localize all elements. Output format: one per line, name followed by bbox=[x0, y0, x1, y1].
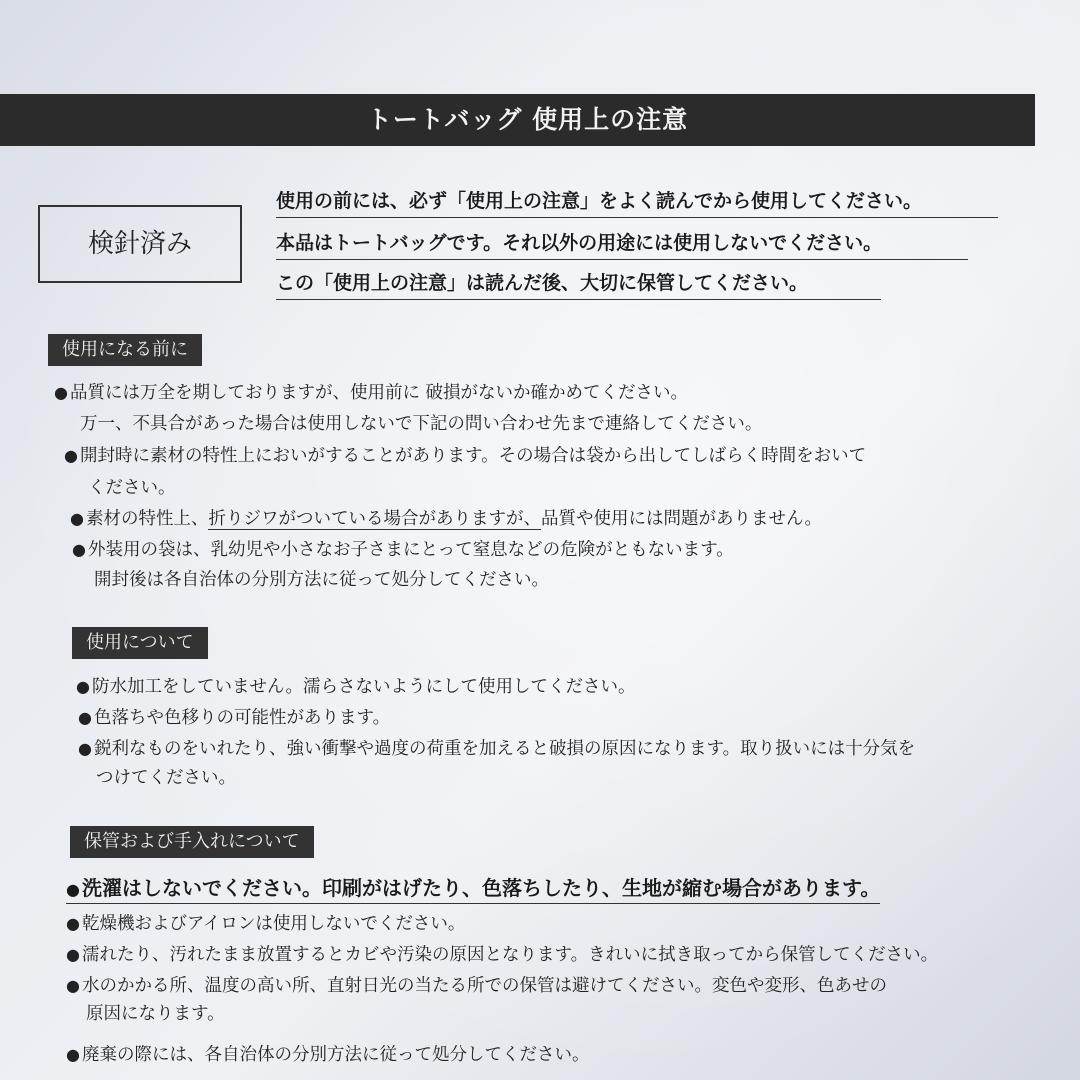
list-item-emphasis: ● 洗濯はしないでください。印刷がはげたり、色落ちしたり、生地が縮む場合があります。 bbox=[66, 872, 880, 904]
bullet-icon: ● bbox=[78, 739, 92, 758]
bullet-icon: ● bbox=[66, 1045, 80, 1064]
page-title: トートバッグ 使用上の注意 bbox=[0, 94, 1035, 146]
list-item: ● 開封時に素材の特性上においがすることがあります。その場合は袋から出してしばらく時間をおいて bbox=[64, 446, 867, 466]
list-item: ● 乾燥機およびアイロンは使用しないでください。 bbox=[66, 914, 466, 934]
list-item: ● 色落ちや色移りの可能性があります。 bbox=[78, 708, 391, 728]
list-item: ● 廃棄の際には、各自治体の分別方法に従って処分してください。 bbox=[66, 1045, 590, 1065]
section-heading-before-use: 使用になる前に bbox=[48, 334, 202, 366]
section-heading-storage-care: 保管および手入れについて bbox=[70, 826, 314, 858]
list-item: ● 水のかかる所、温度の高い所、直射日光の当たる所での保管は避けてください。変色や変形、色あせの bbox=[66, 976, 887, 996]
list-item: ● 防水加工をしていません。濡らさないようにして使用してください。 bbox=[76, 677, 636, 697]
list-item-continuation: 万一、不具合があった場合は使用しないで下記の問い合わせ先まで連絡してください。 bbox=[80, 414, 763, 434]
notice-line: 使用の前には、必ず「使用上の注意」をよく読んでから使用してください。 bbox=[276, 186, 998, 218]
bullet-icon: ● bbox=[54, 383, 68, 402]
bullet-icon: ● bbox=[72, 540, 86, 559]
bullet-icon: ● bbox=[64, 446, 78, 465]
bullet-icon: ● bbox=[78, 708, 92, 727]
list-item: ● 素材の特性上、折りジワがついている場合がありますが、品質や使用には問題がありません。 bbox=[70, 509, 823, 529]
list-item: ● 濡れたり、汚れたまま放置するとカビや汚染の原因となります。きれいに拭き取ってから保管してください。 bbox=[66, 945, 939, 965]
list-item-continuation: ください。 bbox=[88, 478, 176, 498]
bullet-icon: ● bbox=[66, 914, 80, 933]
bullet-icon: ● bbox=[66, 880, 80, 899]
inspected-stamp-box: 検針済み bbox=[38, 205, 242, 283]
list-item-continuation: つけてください。 bbox=[96, 768, 236, 788]
section-heading-about-use: 使用について bbox=[72, 627, 208, 659]
underlined-text: 折りジワがついている場合がありますが、 bbox=[208, 509, 541, 529]
list-item: ● 品質には万全を期しておりますが、使用前に 破損がないか確かめてください。 bbox=[54, 383, 689, 403]
bullet-icon: ● bbox=[66, 976, 80, 995]
list-item-continuation: 原因になります。 bbox=[86, 1004, 225, 1024]
bullet-icon: ● bbox=[66, 945, 80, 964]
list-item-continuation: 開封後は各自治体の分別方法に従って処分してください。 bbox=[94, 570, 549, 590]
notice-line: この「使用上の注意」は読んだ後、大切に保管してください。 bbox=[276, 268, 881, 300]
list-item: ● 外装用の袋は、乳幼児や小さなお子さまにとって窒息などの危険がともないます。 bbox=[72, 540, 734, 560]
list-item: ● 鋭利なものをいれたり、強い衝撃や過度の荷重を加えると破損の原因になります。取り扱いには十分気を bbox=[78, 739, 916, 759]
bullet-icon: ● bbox=[76, 677, 90, 696]
notice-line: 本品はトートバッグです。それ以外の用途には使用しないでください。 bbox=[276, 228, 968, 260]
bullet-icon: ● bbox=[70, 509, 84, 528]
